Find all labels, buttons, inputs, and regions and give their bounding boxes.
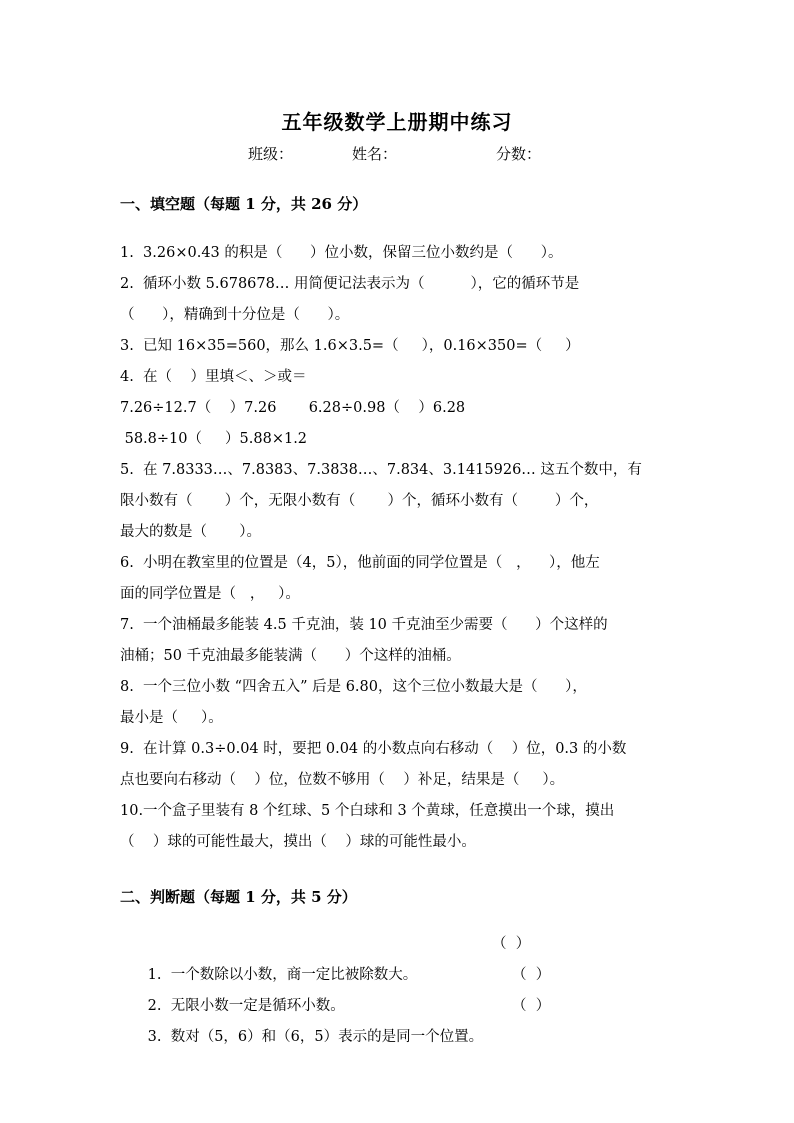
question-line: 点也要向右移动（ ）位，位数不够用（ ）补足，结果是（ ）。: [120, 772, 565, 788]
question-line: 58.8÷10（ ）5.88×1.2: [120, 431, 308, 447]
true-false-questions: [120, 929, 680, 1045]
question-line: 4. 在（ ）里填＜、＞或＝: [120, 369, 307, 385]
class-label: 班级：: [248, 145, 294, 163]
judge-item: [120, 991, 680, 1045]
answer-bracket: （ ）: [512, 998, 551, 1014]
question-line: 8. 一个三位小数 “四舍五入” 后是 6.80，这个三位小数最大是（ ），: [120, 679, 587, 695]
judge-item-text: 1. 一个数除以小数，商一定比被除数大。: [147, 967, 418, 983]
question-line: 9. 在计算 0.3÷0.04 时，要把 0.04 的小数点向右移动（ ）位，0.3 的小数: [120, 741, 627, 757]
question-line: 3. 已知 16×35=560，那么 1.6×3.5=（ ），0.16×350=（ ）: [120, 338, 580, 354]
question-line: 面的同学位置是（ ， ）。: [120, 586, 300, 602]
question-line: 最小是（ ）。: [120, 710, 223, 726]
score-label: 分数：: [496, 145, 542, 163]
question-line: （ ），精确到十分位是（ ）。: [120, 307, 350, 323]
judge-item: [120, 960, 680, 1014]
judge-item: [120, 929, 680, 983]
section-true-false-heading: 二、判断题（每题 1 分，共 5 分）: [120, 888, 357, 906]
question-line: （ ）球的可能性最大，摸出（ ）球的可能性最小。: [120, 834, 476, 850]
answer-bracket: （ ）: [512, 967, 551, 983]
question-line: 7.26÷12.7（ ）7.26 6.28÷0.98（ ）6.28: [120, 400, 466, 416]
question-line: 10.一个盒子里装有 8 个红球、5 个白球和 3 个黄球，任意摸出一个球，摸出: [120, 803, 615, 819]
judge-item-text: 2. 无限小数一定是循环小数。: [147, 998, 345, 1014]
judge-item-text: 3. 数对（5，6）和（6，5）表示的是同一个位置。: [147, 1029, 484, 1045]
question-line: 2. 循环小数 5.678678… 用简便记法表示为（ ），它的循环节是: [120, 276, 580, 292]
question-line: 5. 在 7.8333…、7.8383、7.3838…、7.834、3.1415926… 这五个数中，有: [120, 462, 642, 478]
question-line: 7. 一个油桶最多能装 4.5 千克油，装 10 千克油至少需要（ ）个这样的: [120, 617, 608, 633]
page-title: 五年级数学上册期中练习: [281, 110, 513, 134]
section-fill-blank-heading: 一、填空题（每题 1 分，共 26 分）: [120, 195, 368, 213]
question-line: 油桶；50 千克油最多能装满（ ）个这样的油桶。: [120, 648, 461, 664]
question-line: 6. 小明在教室里的位置是（4，5），他前面的同学位置是（ ， ），他左: [120, 555, 600, 571]
answer-bracket: （ ）: [492, 936, 531, 952]
student-info-row: [0, 143, 794, 167]
question-line: 1. 3.26×0.43 的积是（ ）位小数，保留三位小数约是（ ）。: [120, 245, 563, 261]
name-label: 姓名：: [352, 145, 398, 163]
fill-blank-questions: [120, 238, 680, 858]
question-line: 最大的数是（ ）。: [120, 524, 262, 540]
question-line: 限小数有（ ）个，无限小数有（ ）个，循环小数有（ ）个，: [120, 493, 599, 509]
